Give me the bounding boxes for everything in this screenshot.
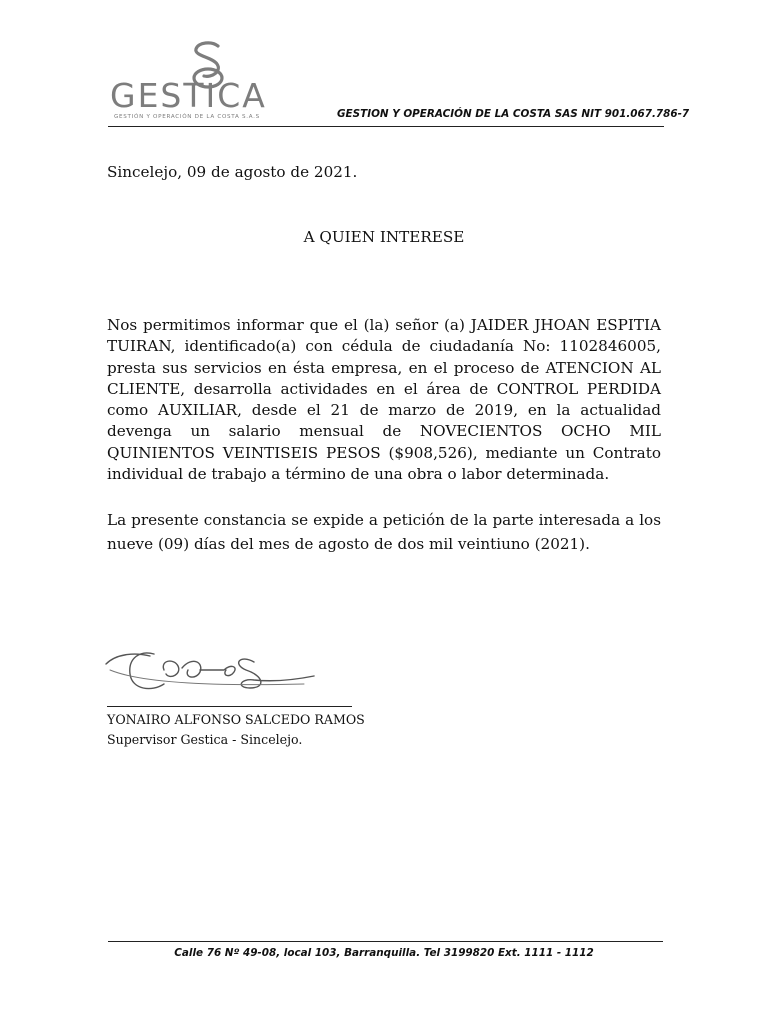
- signer-title: Supervisor Gestica - Sincelejo.: [107, 732, 303, 747]
- footer-divider: [108, 941, 663, 942]
- logo-tagline: GESTIÓN Y OPERACIÓN DE LA COSTA S.A.S: [114, 114, 260, 120]
- handwritten-signature: [104, 640, 324, 698]
- signature-line: [107, 706, 352, 707]
- signer-name: YONAIRO ALFONSO SALCEDO RAMOS: [107, 712, 365, 727]
- city-date: Sincelejo, 09 de agosto de 2021.: [107, 163, 358, 181]
- salutation: A QUIEN INTERESE: [303, 228, 465, 246]
- company-logo: [106, 40, 316, 130]
- footer-address: Calle 76 Nº 49-08, local 103, Barranquilla. Tel 3199820 Ext. 1111 - 1112: [174, 947, 594, 959]
- logo-name: GESTICA: [110, 76, 267, 115]
- body-paragraph-employment: Nos permitimos informar que el (la) señor (a) JAIDER JHOAN ESPITIA TUIRAN, identificado(a) con cédula de ciudadanía No: 1102846005, presta sus servicios en ésta empresa, en el proceso de ATENCION AL CLIENTE, desarrolla actividades en el área de CONTROL PERDIDA como AUXILIAR, desde el 21 de marzo de 2019, en la actualidad devenga un salario mensual de NOVECIENTOS OCHO MIL QUINIENTOS VEINTISEIS PESOS ($908,526), mediante un Contrato individual de trabajo a término de una obra o labor determinada.: [107, 316, 661, 484]
- header-divider: [108, 126, 664, 127]
- body-paragraph-issuance: La presente constancia se expide a petición de la parte interesada a los nueve (09) días del mes de agosto de dos mil veintiuno (2021).: [107, 511, 661, 553]
- header-company-line: GESTION Y OPERACIÓN DE LA COSTA SAS NIT 901.067.786-7: [337, 108, 690, 120]
